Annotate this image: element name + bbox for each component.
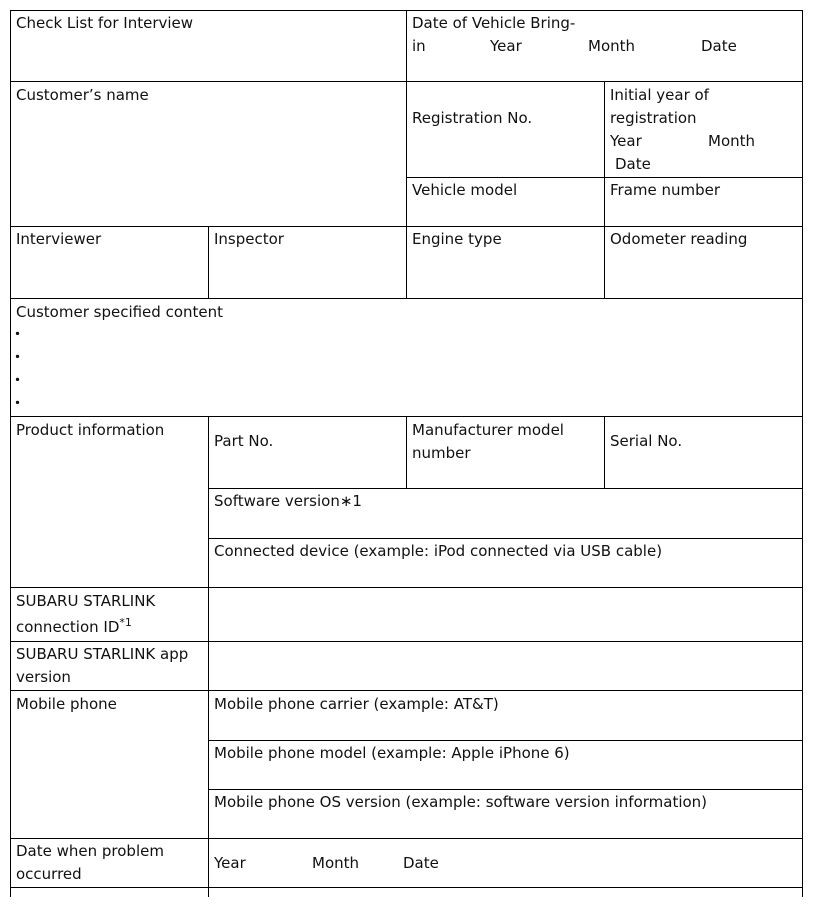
problem-date: Date [403,854,439,872]
rule-mobile-1 [208,740,803,741]
content-bullet: ・ [10,371,26,389]
initial-year-label-cont: registration [610,109,697,127]
mobile-model-label: Mobile phone model (example: Apple iPhone 6) [214,744,570,762]
part-no-label: Part No. [214,432,274,450]
starlink-app-label: SUBARU STARLINK app [16,645,189,663]
bring-in-label: Date of Vehicle Bring- [412,14,576,32]
rule-row7 [10,690,803,691]
odometer-label: Odometer reading [610,230,748,248]
problem-year: Year [214,854,246,872]
engine-type-label: Engine type [412,230,502,248]
initial-year-year: Year [610,132,642,150]
connected-device-label: Connected device (example: iPod connected via USB cable) [214,542,663,560]
content-bullet: ・ [10,325,26,343]
starlink-id-label: SUBARU STARLINK [16,592,156,610]
initial-year-month: Month [708,132,756,150]
rule-mobile-2 [208,789,803,790]
inspector-label: Inspector [214,230,284,248]
footnote-marker: *1 [119,616,132,629]
content-bullet: ・ [10,348,26,366]
frame-number-label: Frame number [610,181,721,199]
software-version-label: Software version∗1 [214,492,362,510]
problem-date-label: Date when problem [16,842,164,860]
bring-in-year: Year [490,37,522,55]
customer-content-label: Customer specified content [16,303,224,321]
problem-date-label-cont: occurred [16,865,82,883]
rule-q1-staff [208,226,209,298]
bring-in-month: Month [588,37,636,55]
rule-product-2 [208,538,803,539]
starlink-id-label-cont [16,616,132,640]
bring-in-label-cont: in [412,37,426,55]
mobile-carrier-label: Mobile phone carrier (example: AT&T) [214,695,499,713]
registration-label: Registration No. [412,109,533,127]
form-title: Check List for Interview [16,14,194,32]
serial-no-label: Serial No. [610,432,683,450]
rule-right [802,10,803,897]
rule-row3 [10,298,803,299]
problem-month: Month [312,854,360,872]
rule-row8 [10,838,803,839]
content-bullet: ・ [10,394,26,412]
rule-row6 [10,641,803,642]
starlink-id-text: connection ID [16,618,120,636]
rule-left [10,10,11,897]
initial-year-label: Initial year of [610,86,709,104]
rule-product-1 [208,488,803,489]
rule-row9 [10,887,803,888]
rule-q1-lower [208,416,209,897]
customer-name-label: Customer’s name [16,86,149,104]
rule-q3-product [604,416,605,488]
initial-year-date: Date [615,155,651,173]
rule-mid [406,10,407,298]
rule-mid-product [406,416,407,488]
product-info-label: Product information [16,421,165,439]
mobile-os-label: Mobile phone OS version (example: software version information) [214,793,708,811]
manufacturer-model-label: Manufacturer model [412,421,564,439]
bring-in-date: Date [701,37,737,55]
vehicle-model-label: Vehicle model [412,181,518,199]
mobile-phone-label: Mobile phone [16,695,117,713]
interviewer-label: Interviewer [16,230,102,248]
manufacturer-model-label-cont: number [412,444,471,462]
rule-q3 [604,81,605,298]
rule-row5 [10,587,803,588]
starlink-app-label-cont: version [16,668,71,686]
